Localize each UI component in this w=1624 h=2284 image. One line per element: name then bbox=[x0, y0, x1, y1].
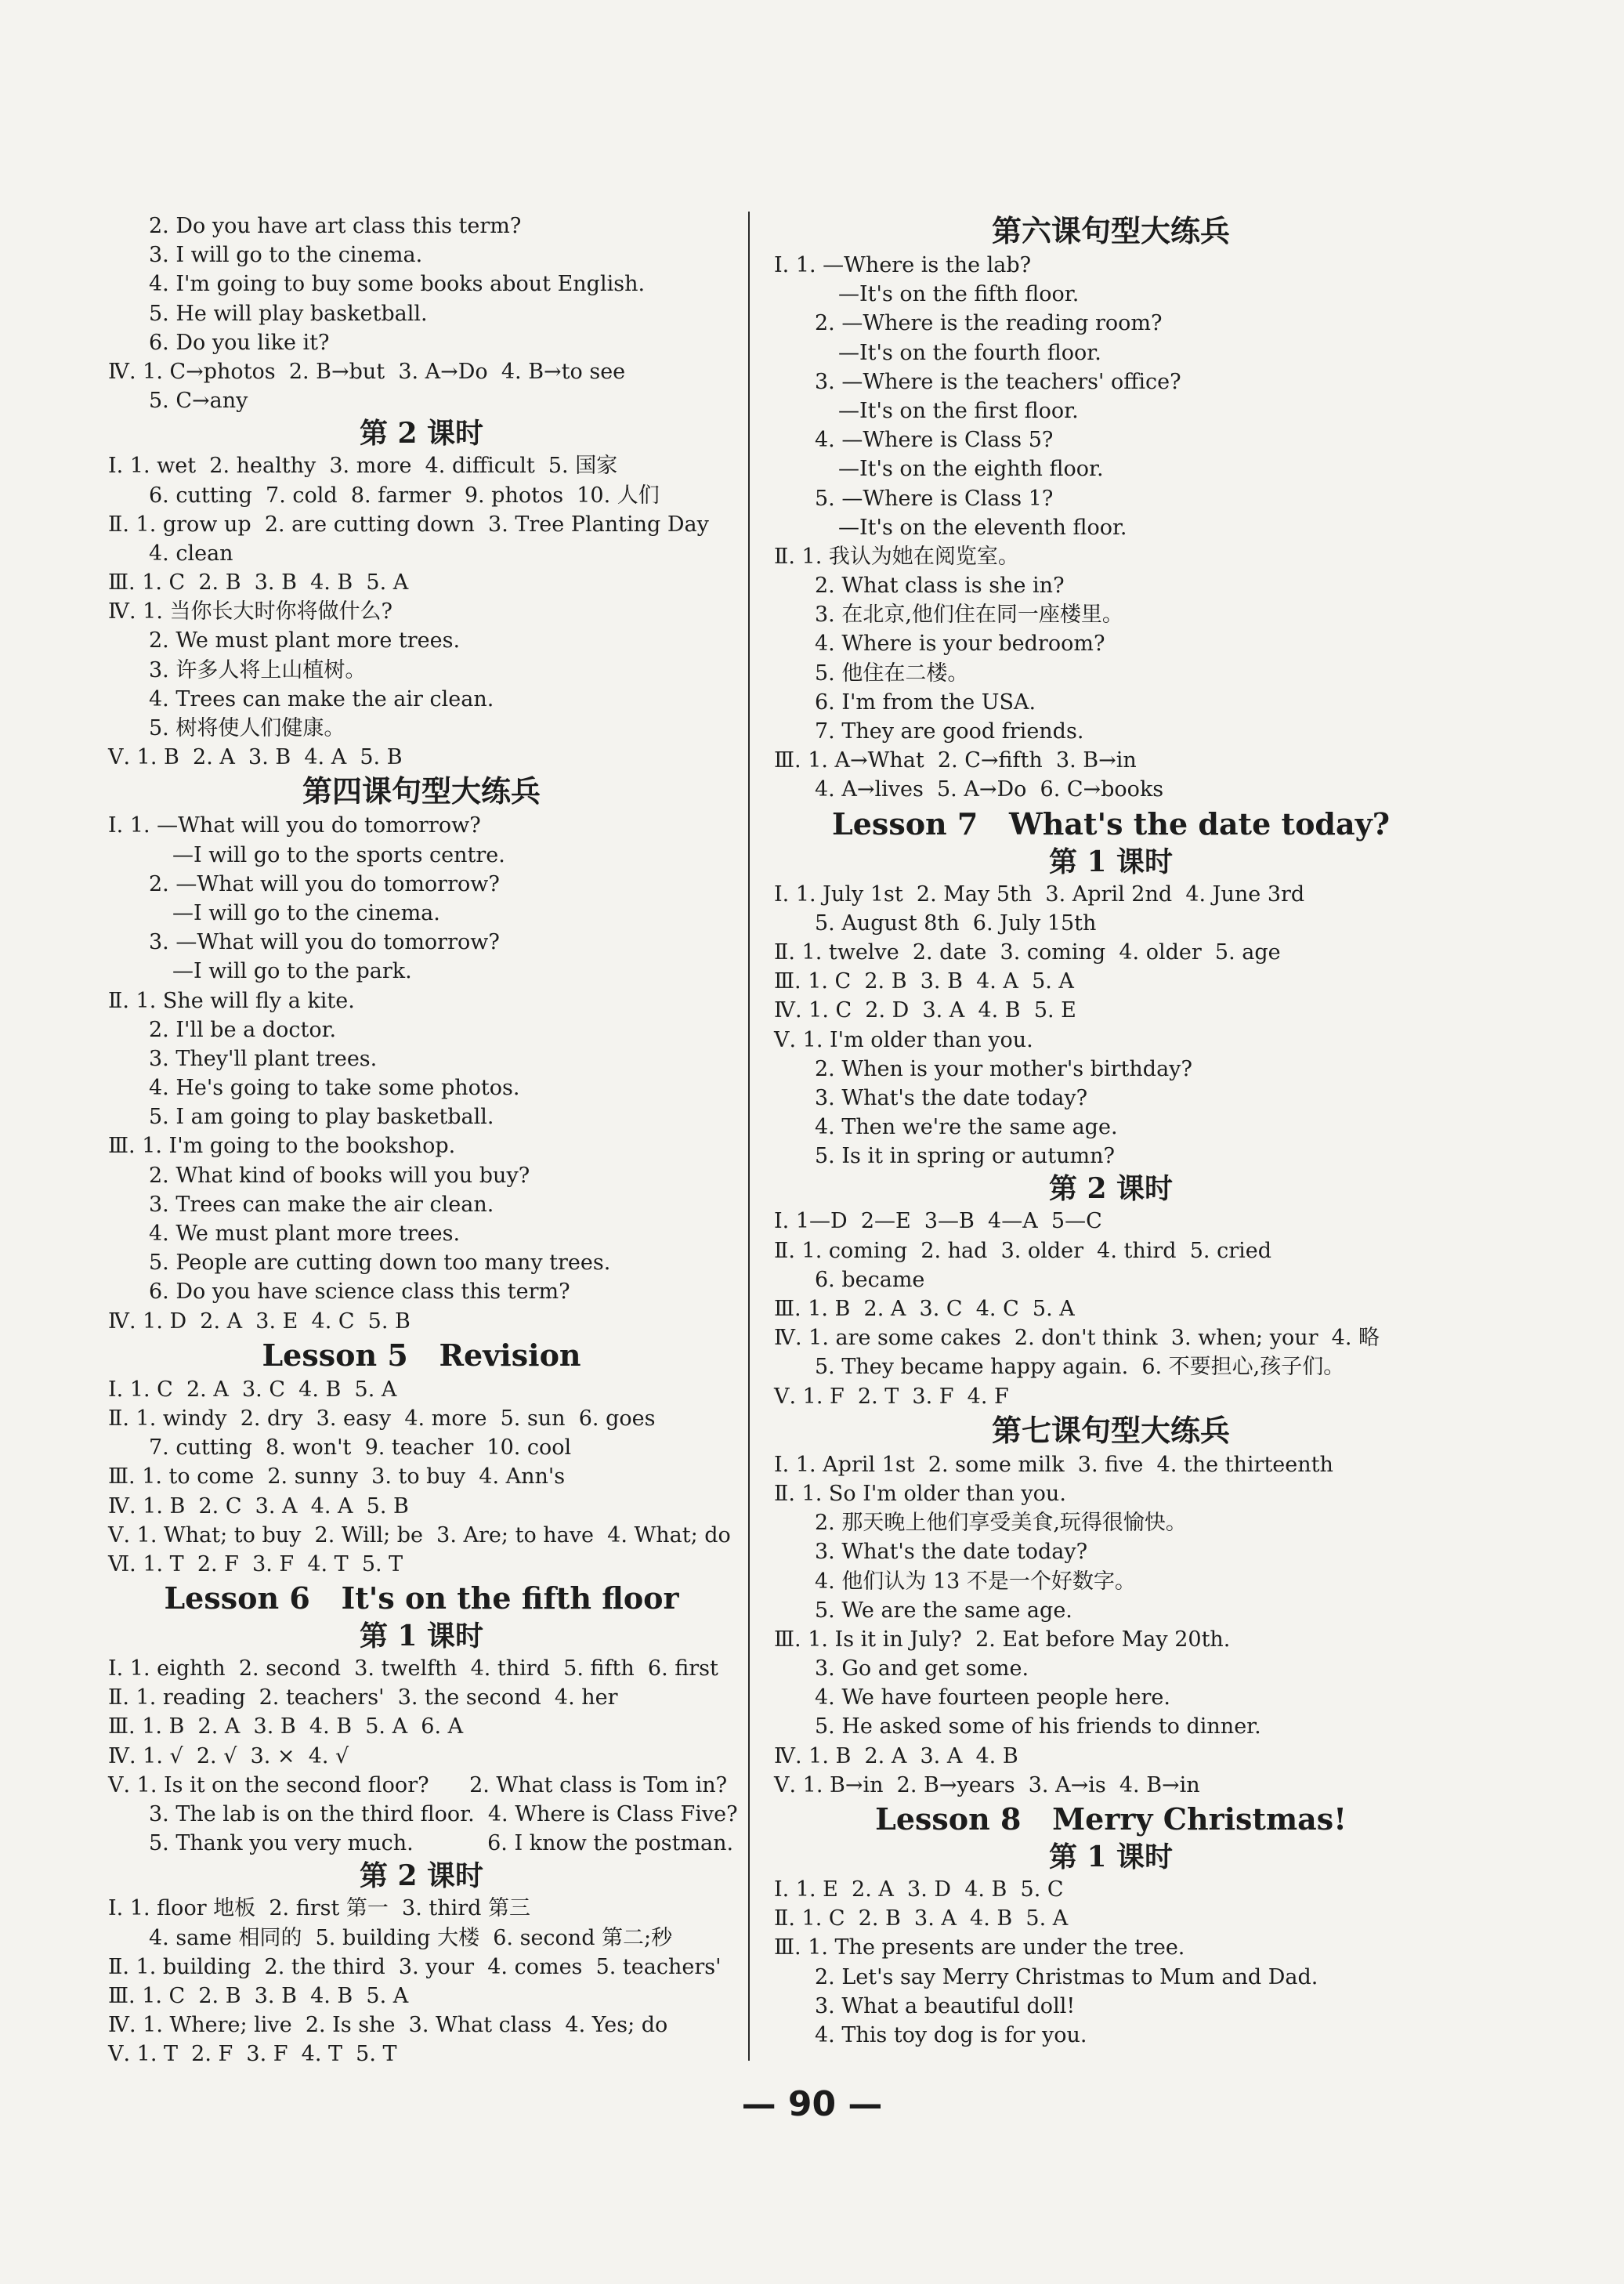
answer-line: Ⅱ. 1. windy 2. dry 3. easy 4. more 5. sun 6. goes bbox=[108, 1406, 656, 1431]
answer-line: 4. I'm going to buy some books about English. bbox=[149, 272, 646, 297]
answer-line: 4. A→lives 5. A→Do 6. C→books bbox=[815, 777, 1164, 802]
answer-line: 5. We are the same age. bbox=[815, 1598, 1072, 1623]
answer-line: Ⅳ. 1. B 2. C 3. A 4. A 5. B bbox=[108, 1493, 409, 1518]
answer-line: Ⅰ. 1. July 1st 2. May 5th 3. April 2nd 4. June 3rd bbox=[774, 881, 1305, 907]
answer-line: 3. 在北京,他们住在同一座楼里。 bbox=[815, 603, 1123, 628]
answer-line: Ⅲ. 1. A→What 2. C→fifth 3. B→in bbox=[774, 748, 1137, 773]
answer-line: Ⅰ. 1. April 1st 2. some milk 3. five 4. the thirteenth bbox=[774, 1452, 1333, 1477]
answer-line: Ⅳ. 1. C 2. D 3. A 4. B 5. E bbox=[774, 998, 1076, 1023]
page-number: — 90 — bbox=[741, 2084, 883, 2124]
lesson-period-heading: 第 1 课时 bbox=[359, 1620, 484, 1653]
right-answer-column bbox=[774, 212, 1448, 2050]
answer-line: Ⅱ. 1. She will fly a kite. bbox=[108, 988, 355, 1013]
answer-line: Ⅳ. 1. B 2. A 3. A 4. B bbox=[774, 1743, 1018, 1768]
answer-line: Ⅲ. 1. C 2. B 3. B 4. B 5. A bbox=[108, 570, 409, 595]
answer-line: 3. What's the date today? bbox=[815, 1085, 1088, 1110]
answer-line: 2. When is your mother's birthday? bbox=[815, 1056, 1192, 1081]
answer-line: 3. —What will you do tomorrow? bbox=[149, 930, 500, 955]
answer-line: —It's on the eighth floor. bbox=[838, 457, 1104, 482]
answer-line: Ⅰ. 1. C 2. A 3. C 4. B 5. A bbox=[108, 1377, 397, 1402]
answer-line: 4. Trees can make the air clean. bbox=[149, 686, 494, 711]
answer-line: 3. I will go to the cinema. bbox=[149, 243, 423, 268]
answer-line: 2. —What will you do tomorrow? bbox=[149, 871, 500, 896]
lesson-period-heading: 第 2 课时 bbox=[359, 417, 484, 451]
answer-line: Ⅳ. 1. 当你长大时你将做什么? bbox=[108, 599, 392, 624]
answer-line: 3. The lab is on the third floor. 4. Where is Class Five? bbox=[149, 1802, 738, 1826]
answer-line: 7. They are good friends. bbox=[815, 719, 1084, 744]
section-heading: 第七课句型大练兵 bbox=[991, 1412, 1230, 1448]
answer-line: 5. He asked some of his friends to dinner. bbox=[815, 1714, 1261, 1739]
lesson-title: Lesson 6 It's on the fifth floor bbox=[164, 1580, 679, 1616]
answer-line: —It's on the eleventh floor. bbox=[838, 515, 1127, 540]
answer-line: 5. Is it in spring or autumn? bbox=[815, 1144, 1115, 1169]
answer-line: Ⅴ. 1. What; to buy 2. Will; be 3. Are; to have 4. What; do bbox=[108, 1522, 731, 1547]
answer-line: 3. They'll plant trees. bbox=[149, 1046, 378, 1071]
answer-line: —I will go to the cinema. bbox=[172, 900, 440, 925]
answer-line: 5. 树将使人们健康。 bbox=[149, 716, 345, 740]
answer-line: —I will go to the park. bbox=[172, 959, 412, 984]
answer-line: Ⅲ. 1. Is it in July? 2. Eat before May 20th. bbox=[774, 1627, 1231, 1652]
answer-line: 5. People are cutting down too many trees. bbox=[149, 1251, 611, 1276]
answer-line: 4. We must plant more trees. bbox=[149, 1222, 461, 1246]
lesson-title: Lesson 7 What's the date today? bbox=[832, 805, 1390, 842]
answer-line: 6. Do you like it? bbox=[149, 330, 330, 355]
lesson-period-heading: 第 2 课时 bbox=[1048, 1172, 1174, 1206]
answer-line: —It's on the fifth floor. bbox=[838, 282, 1080, 307]
answer-line: 5. 他住在二楼。 bbox=[815, 661, 969, 686]
answer-line: Ⅰ. 1. E 2. A 3. D 4. B 5. C bbox=[774, 1877, 1064, 1902]
answer-line: 4. He's going to take some photos. bbox=[149, 1076, 520, 1101]
answer-line: 4. Where is your bedroom? bbox=[815, 632, 1105, 657]
answer-line: 3. Trees can make the air clean. bbox=[149, 1192, 494, 1217]
answer-line: Ⅱ. 1. So I'm older than you. bbox=[774, 1481, 1066, 1506]
answer-line: Ⅲ. 1. C 2. B 3. B 4. B 5. A bbox=[108, 1983, 409, 2008]
lesson-title: Lesson 5 Revision bbox=[262, 1337, 581, 1373]
lesson-period-heading: 第 1 课时 bbox=[1048, 845, 1174, 878]
answer-line: 5. —Where is Class 1? bbox=[815, 486, 1054, 511]
answer-line: 4. 他们认为 13 不是一个好数字。 bbox=[815, 1569, 1136, 1594]
lesson-title: Lesson 8 Merry Christmas! bbox=[875, 1801, 1347, 1837]
answer-line: 2. Do you have art class this term? bbox=[149, 214, 522, 238]
answer-line: 5. He will play basketball. bbox=[149, 301, 428, 326]
answer-line: Ⅰ. 1. —What will you do tomorrow? bbox=[108, 813, 481, 838]
answer-line: Ⅱ. 1. C 2. B 3. A 4. B 5. A bbox=[774, 1906, 1069, 1931]
answer-line: 4. Then we're the same age. bbox=[815, 1115, 1118, 1140]
answer-line: 3. Go and get some. bbox=[815, 1656, 1029, 1681]
answer-line: Ⅰ. 1. —Where is the lab? bbox=[774, 253, 1032, 277]
answer-line: 5. I am going to play basketball. bbox=[149, 1105, 494, 1130]
answer-line: Ⅴ. 1. F 2. T 3. F 4. F bbox=[774, 1384, 1009, 1409]
answer-line: Ⅲ. 1. B 2. A 3. B 4. B 5. A 6. A bbox=[108, 1714, 464, 1739]
answer-line: Ⅲ. 1. C 2. B 3. B 4. A 5. A bbox=[774, 969, 1074, 994]
answer-line: 5. C→any bbox=[149, 389, 248, 414]
answer-line: Ⅱ. 1. grow up 2. are cutting down 3. Tree Planting Day bbox=[108, 512, 709, 537]
answer-line: 2. 那天晚上他们享受美食,玩得很愉快。 bbox=[815, 1511, 1187, 1536]
answer-line: 2. What class is she in? bbox=[815, 574, 1065, 599]
answer-line: Ⅳ. 1. √ 2. √ 3. × 4. √ bbox=[108, 1743, 349, 1768]
answer-line: 7. cutting 8. won't 9. teacher 10. cool bbox=[149, 1435, 572, 1461]
answer-line: 3. 许多人将上山植树。 bbox=[149, 657, 367, 682]
answer-line: Ⅱ. 1. 我认为她在阅览室。 bbox=[774, 544, 1019, 569]
answer-line: Ⅲ. 1. to come 2. sunny 3. to buy 4. Ann's bbox=[108, 1464, 566, 1489]
section-heading: 第四课句型大练兵 bbox=[302, 773, 541, 809]
answer-line: Ⅰ. 1. floor 地板 2. first 第一 3. third 第三 bbox=[108, 1896, 531, 1921]
answer-line: 3. What's the date today? bbox=[815, 1540, 1088, 1565]
left-answer-column bbox=[108, 212, 738, 2069]
answer-line: Ⅴ. 1. T 2. F 3. F 4. T 5. T bbox=[108, 2042, 397, 2067]
answer-line: 2. —Where is the reading room? bbox=[815, 311, 1163, 336]
answer-line: Ⅵ. 1. T 2. F 3. F 4. T 5. T bbox=[108, 1551, 403, 1576]
answer-line: 3. —Where is the teachers' office? bbox=[815, 369, 1181, 394]
answer-line: 5. They became happy again. 6. 不要担心,孩子们。 bbox=[815, 1355, 1345, 1380]
answer-line: —I will go to the sports centre. bbox=[172, 842, 505, 867]
answer-line: Ⅱ. 1. twelve 2. date 3. coming 4. older 5. age bbox=[774, 939, 1281, 965]
answer-line: Ⅲ. 1. I'm going to the bookshop. bbox=[108, 1134, 456, 1159]
answer-line: 4. —Where is Class 5? bbox=[815, 428, 1054, 453]
answer-line: Ⅳ. 1. Where; live 2. Is she 3. What class 4. Yes; do bbox=[108, 2013, 668, 2038]
answer-line: 6. I'm from the USA. bbox=[815, 690, 1036, 715]
answer-line: 4. We have fourteen people here. bbox=[815, 1685, 1170, 1710]
answer-line: 2. What kind of books will you buy? bbox=[149, 1163, 530, 1188]
answer-line: 2. I'll be a doctor. bbox=[149, 1017, 337, 1042]
section-heading: 第六课句型大练兵 bbox=[991, 213, 1230, 248]
column-divider bbox=[748, 212, 750, 2061]
answer-line: Ⅳ. 1. D 2. A 3. E 4. C 5. B bbox=[108, 1309, 411, 1334]
answer-line: Ⅴ. 1. I'm older than you. bbox=[774, 1027, 1033, 1052]
answer-line: 5. August 8th 6. July 15th bbox=[815, 910, 1097, 936]
answer-line: 6. cutting 7. cold 8. farmer 9. photos 10. 人们 bbox=[149, 483, 660, 508]
answer-line: Ⅴ. 1. Is it on the second floor? 2. What class is Tom in? bbox=[108, 1772, 728, 1797]
answer-line: 6. became bbox=[815, 1267, 925, 1292]
answer-line: Ⅳ. 1. are some cakes 2. don't think 3. when; your 4. 略 bbox=[774, 1326, 1380, 1351]
answer-line: Ⅲ. 1. The presents are under the tree. bbox=[774, 1935, 1185, 1960]
answer-line: 5. Thank you very much. 6. I know the postman. bbox=[149, 1831, 734, 1856]
answer-line: Ⅴ. 1. B→in 2. B→years 3. A→is 4. B→in bbox=[774, 1772, 1200, 1797]
lesson-period-heading: 第 2 课时 bbox=[359, 1859, 484, 1893]
answer-line: —It's on the first floor. bbox=[838, 398, 1079, 423]
answer-line: 4. clean bbox=[149, 541, 233, 566]
lesson-period-heading: 第 1 课时 bbox=[1048, 1841, 1174, 1873]
answer-line: Ⅱ. 1. coming 2. had 3. older 4. third 5. cried bbox=[774, 1238, 1272, 1263]
answer-line: 2. We must plant more trees. bbox=[149, 628, 461, 653]
answer-line: 4. same 相同的 5. building 大楼 6. second 第二;秒 bbox=[149, 1925, 673, 1950]
answer-line: —It's on the fourth floor. bbox=[838, 340, 1101, 365]
answer-line: Ⅲ. 1. B 2. A 3. C 4. C 5. A bbox=[774, 1297, 1075, 1321]
answer-line: 4. This toy dog is for you. bbox=[815, 2022, 1087, 2047]
answer-line: Ⅰ. 1. eighth 2. second 3. twelfth 4. third 5. fifth 6. first bbox=[108, 1656, 718, 1681]
answer-line: Ⅳ. 1. C→photos 2. B→but 3. A→Do 4. B→to see bbox=[108, 359, 626, 384]
answer-line: Ⅰ. 1. wet 2. healthy 3. more 4. difficult 5. 国家 bbox=[108, 454, 618, 479]
answer-line: 3. What a beautiful doll! bbox=[815, 1993, 1076, 2018]
answer-line: Ⅱ. 1. reading 2. teachers' 3. the second 4. her bbox=[108, 1685, 618, 1710]
answer-line: Ⅰ. 1—D 2—E 3—B 4—A 5—C bbox=[774, 1209, 1102, 1234]
answer-line: Ⅴ. 1. B 2. A 3. B 4. A 5. B bbox=[108, 745, 403, 770]
answer-line: Ⅱ. 1. building 2. the third 3. your 4. comes 5. teachers' bbox=[108, 1954, 722, 1979]
answer-line: 2. Let's say Merry Christmas to Mum and Dad. bbox=[815, 1964, 1318, 1989]
answer-line: 6. Do you have science class this term? bbox=[149, 1280, 570, 1305]
